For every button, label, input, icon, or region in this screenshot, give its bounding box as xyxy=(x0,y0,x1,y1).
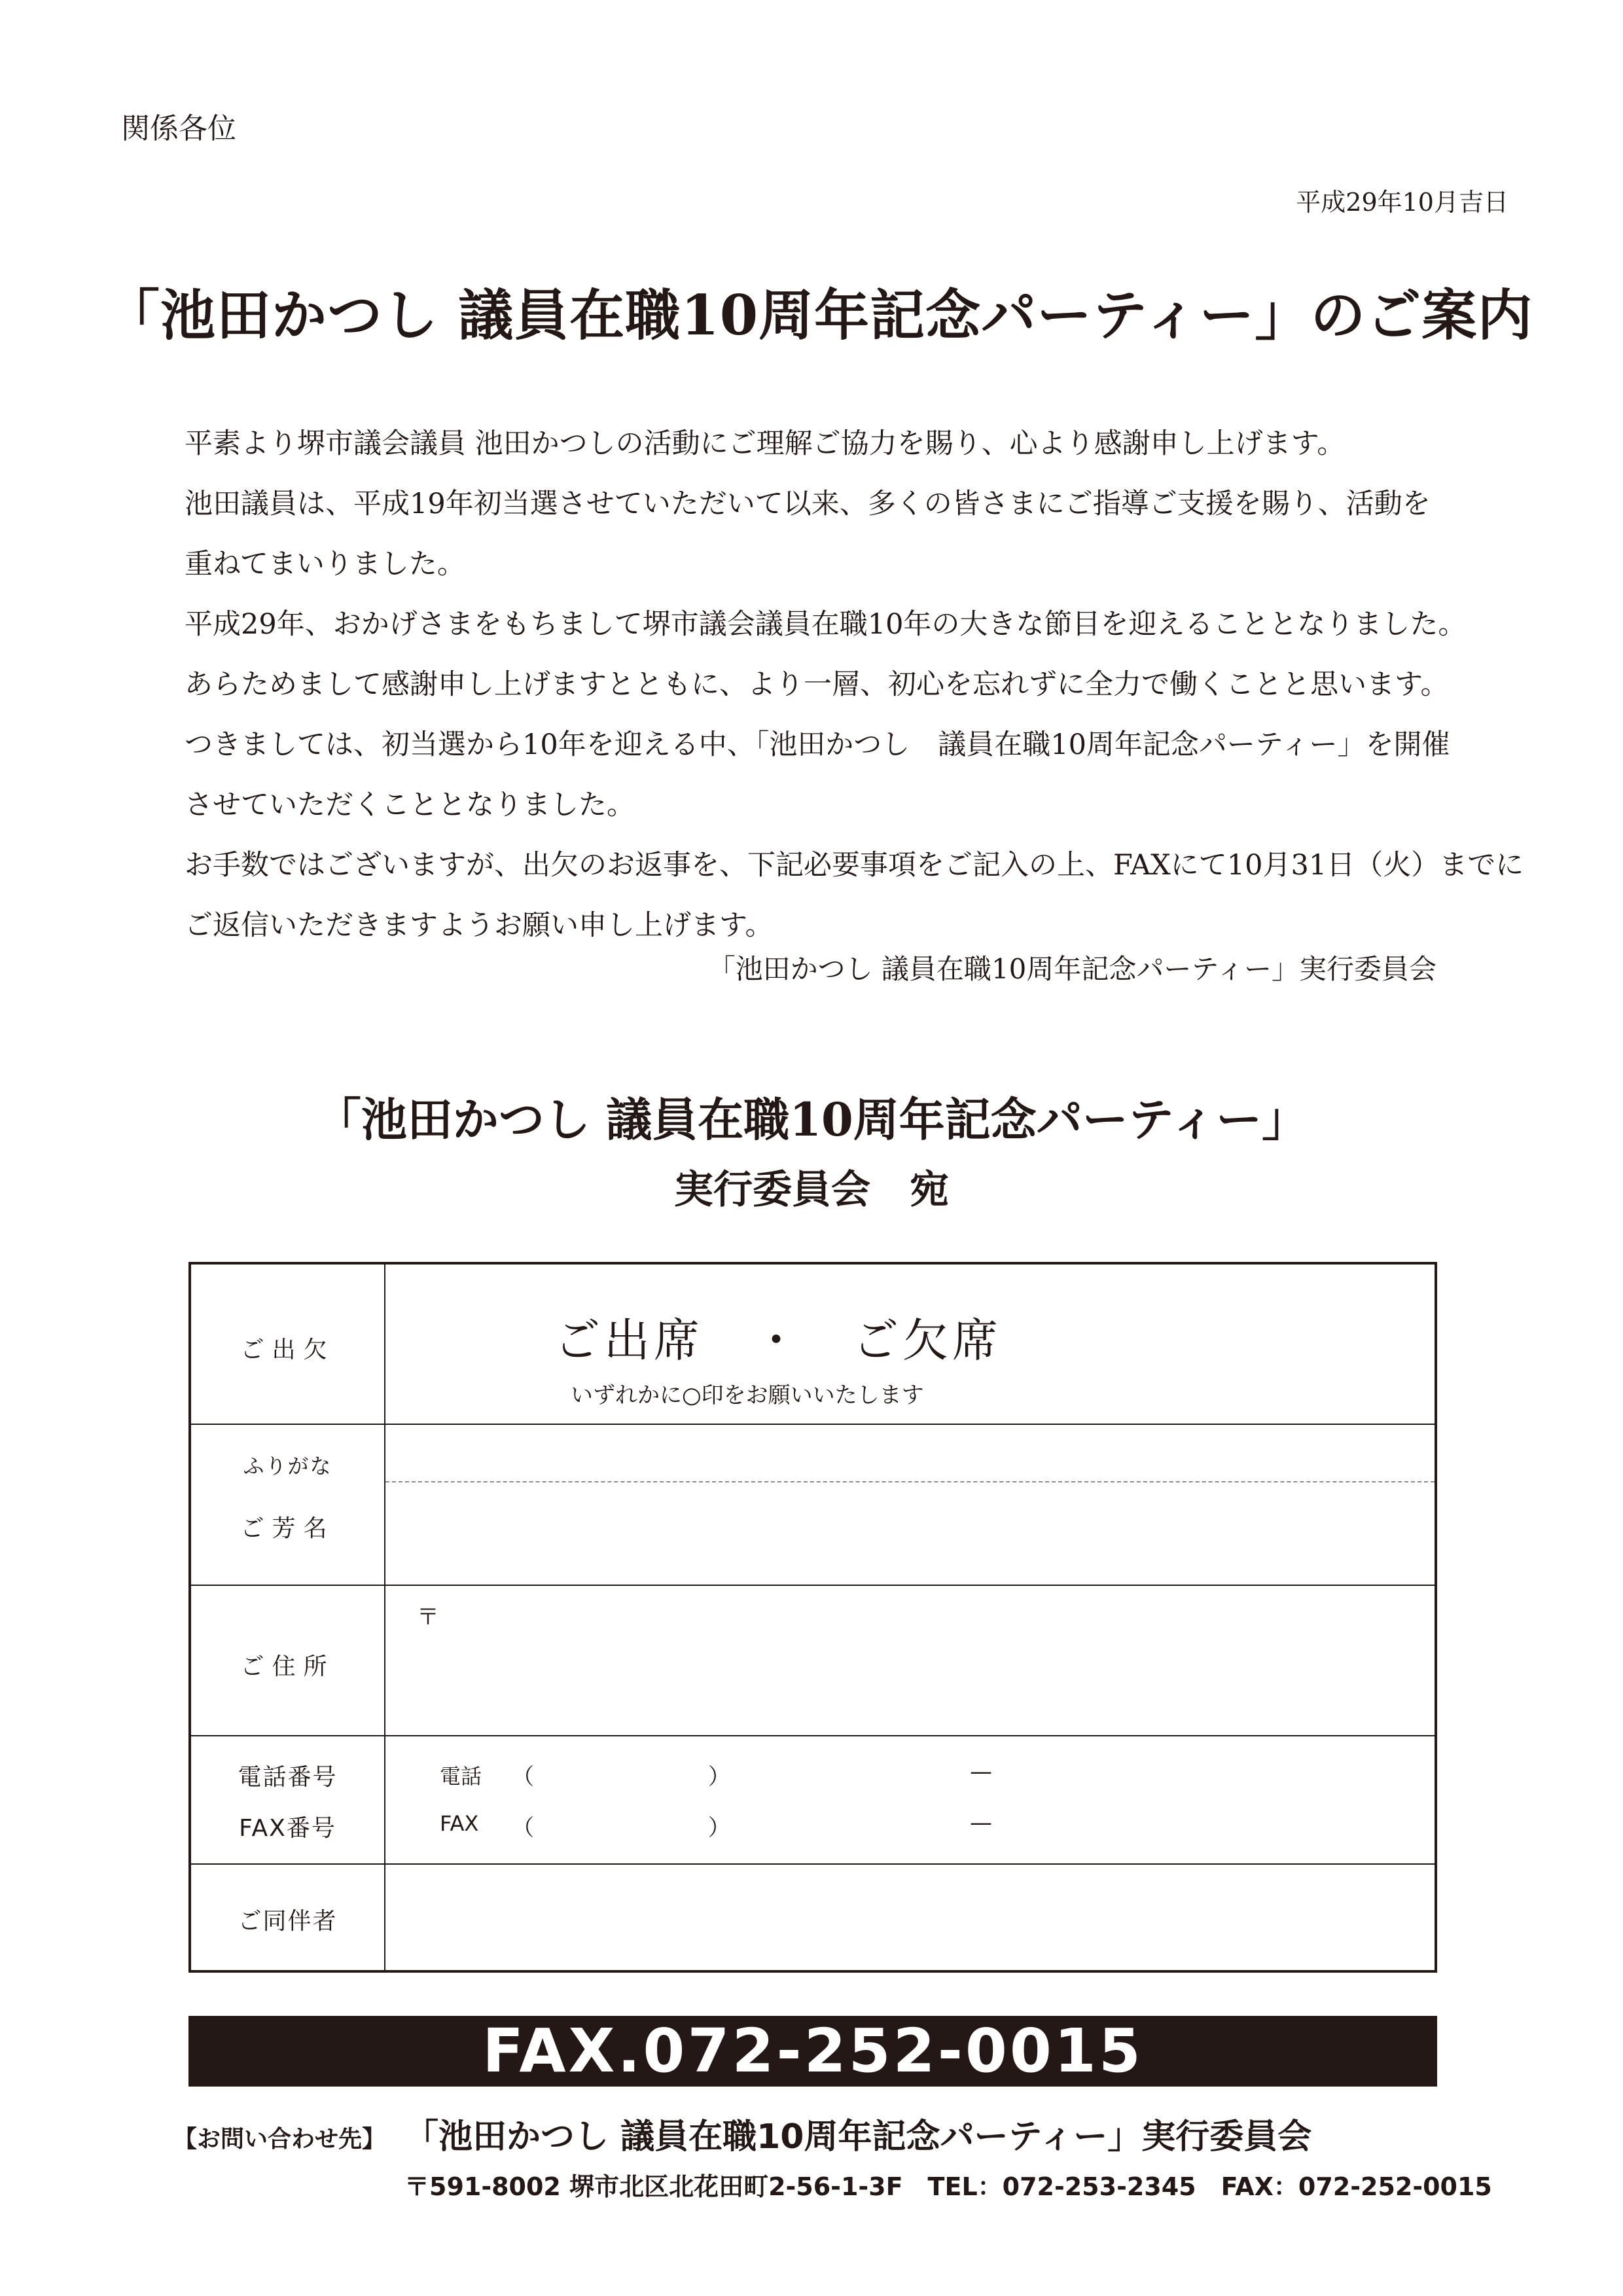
body-line: 池田議員は、平成19年初当選させていただいて以来、多くの皆さまにご指導ご支援を賜り、活動を xyxy=(185,488,1431,520)
letter-signature: 「池田かつし 議員在職10周年記念パーティー」実行委員会 xyxy=(707,953,1436,985)
addressee: 関係各位 xyxy=(121,112,236,145)
fax-number-banner: FAX.072-252-0015 xyxy=(188,2016,1437,2087)
page-title: 「池田かつし 議員在職10周年記念パーティー」のご案内 xyxy=(105,283,1533,348)
phone-label: 電話番号 xyxy=(238,1764,338,1791)
attendance-label: ご出欠 xyxy=(240,1336,335,1363)
attendance-note: いずれかに○印をお願いいたします xyxy=(571,1382,924,1408)
body-line: つきましては、初当選から10年を迎える中、「池田かつし 議員在職10周年記念パーティー」を開催 xyxy=(185,728,1450,761)
address-row xyxy=(191,1586,1435,1736)
contact-label: 【お問い合わせ先】 xyxy=(173,2126,386,2153)
name-row xyxy=(191,1425,1435,1586)
companion-row xyxy=(191,1865,1435,1970)
issue-date: 平成29年10月吉日 xyxy=(1296,188,1508,217)
fax-dash: — xyxy=(970,1810,992,1836)
furigana-label: ふりがな xyxy=(243,1454,332,1479)
fax-field[interactable] xyxy=(538,1804,1389,1841)
form-title: 「池田かつし 議員在職10周年記念パーティー」 xyxy=(315,1092,1308,1147)
body-line: 重ねてまいりました。 xyxy=(185,548,465,581)
name-label: ご芳名 xyxy=(240,1515,335,1542)
address-field[interactable] xyxy=(385,1586,1435,1735)
contact-address: 〒591-8002 堺市北区北花田町2-56-1-3F TEL：072-253-2345 FAX：072-252-0015 xyxy=(404,2172,1492,2201)
phone-dash: — xyxy=(970,1759,992,1785)
furigana-field[interactable] xyxy=(385,1425,1435,1481)
phone-field[interactable] xyxy=(538,1753,1389,1790)
reply-form xyxy=(188,1262,1437,1973)
address-label: ご住所 xyxy=(240,1653,335,1680)
fax-close-paren: ） xyxy=(708,1815,730,1841)
phone-open-paren: （ xyxy=(512,1764,534,1790)
name-field[interactable] xyxy=(385,1482,1435,1585)
companion-field[interactable] xyxy=(385,1865,1435,1970)
body-line: ご返信いただきますようお願い申し上げます。 xyxy=(185,909,774,942)
body-line: 平成29年、おかげさまをもちまして堺市議会議員在職10年の大きな節目を迎えることとなりました。 xyxy=(185,608,1467,641)
fax-open-paren: （ xyxy=(512,1815,534,1841)
phone-row xyxy=(191,1736,1435,1865)
body-line: 平素より堺市議会議員 池田かつしの活動にご理解ご協力を賜り、心より感謝申し上げます。 xyxy=(185,427,1346,460)
body-line: あらためまして感謝申し上げますとともに、より一層、初心を忘れずに全力で働くことと思います。 xyxy=(185,668,1449,701)
attendance-options[interactable]: ご出席 ・ ご欠席 xyxy=(554,1314,1002,1367)
fax-label: FAX番号 xyxy=(239,1815,336,1842)
body-line: お手数ではございますが、出欠のお返事を、下記必要事項をご記入の上、FAXにて10月31日（火）までに xyxy=(185,849,1524,882)
postal-mark: 〒 xyxy=(417,1604,439,1630)
attendance-row[interactable] xyxy=(191,1265,1435,1425)
companion-label: ご同伴者 xyxy=(238,1908,338,1935)
fax-text: FAX xyxy=(440,1811,479,1836)
contact-organization: 「池田かつし 議員在職10周年記念パーティー」実行委員会 xyxy=(404,2117,1312,2157)
form-recipient: 実行委員会 宛 xyxy=(674,1167,949,1213)
body-line: させていただくこととなりました。 xyxy=(185,789,635,821)
phone-text: 電話 xyxy=(440,1764,482,1789)
phone-close-paren: ） xyxy=(708,1764,730,1790)
letter-body xyxy=(185,414,1524,956)
